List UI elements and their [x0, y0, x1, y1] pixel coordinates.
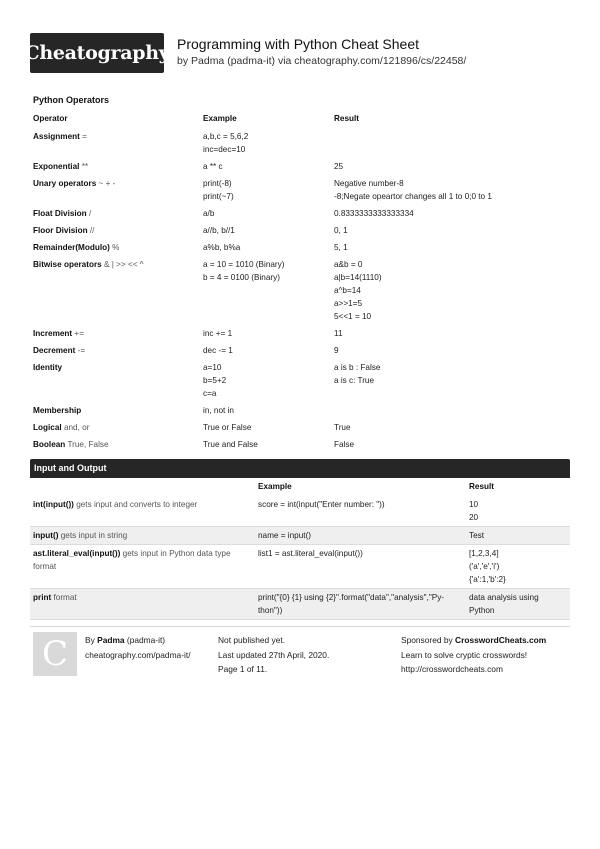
sponsor-url-link[interactable]: http://crosswordcheats.com [401, 664, 503, 674]
cell-line: {'a':1,'b':2} [469, 575, 506, 584]
cell-line: name = input() [258, 531, 312, 540]
operator-name: Exponential [33, 162, 80, 171]
author-avatar[interactable] [33, 632, 77, 676]
cell-line: a|b=14(1110) [334, 273, 382, 282]
operators-col-result: Result [334, 114, 360, 123]
function-name: input() [33, 531, 59, 540]
table-row [30, 527, 570, 545]
operators-col-operator: Operator [33, 114, 68, 123]
table-row [30, 175, 570, 205]
io-col-example: Example [258, 482, 292, 491]
result-cell [331, 205, 570, 222]
cheatography-logo[interactable] [24, 33, 170, 73]
example-cell [200, 205, 331, 222]
operator-symbol: / [88, 209, 92, 218]
operators-header-row [30, 110, 570, 128]
example-cell [200, 359, 331, 402]
operator-cell [30, 175, 200, 205]
function-cell [30, 496, 255, 527]
table-row [30, 342, 570, 359]
operator-cell [30, 158, 200, 175]
example-cell [200, 402, 331, 419]
operator-name: Float Division [33, 209, 87, 218]
page-header [24, 33, 570, 79]
operator-symbol: -= [77, 346, 86, 355]
avatar-letter: C [41, 634, 68, 674]
function-desc: gets input in Python data type format [33, 549, 231, 571]
sponsor-line [401, 633, 546, 648]
io-body [30, 496, 570, 620]
cell-line: a^b=14 [334, 286, 361, 295]
page-title: Programming with Python Cheat Sheet [177, 36, 420, 52]
operator-cell [30, 419, 200, 436]
function-cell [30, 527, 255, 545]
operator-name: Identity [33, 363, 63, 372]
result-cell [331, 239, 570, 256]
operator-symbol: += [74, 329, 84, 338]
operator-symbol: // [89, 226, 95, 235]
example-cell [200, 342, 331, 359]
sponsor-name[interactable]: CrosswordCheats.com [455, 635, 547, 645]
table-row [30, 402, 570, 419]
author-prefix: By [85, 635, 95, 645]
cell-line: Negative number-8 [334, 179, 404, 188]
operator-name: Floor Division [33, 226, 88, 235]
cell-line: False [334, 440, 355, 449]
cell-line: inc=dec=10 [203, 145, 246, 154]
example-cell [255, 589, 466, 620]
operators-table [30, 110, 570, 453]
function-name: int(input()) [33, 500, 74, 509]
result-cell [331, 158, 570, 175]
io-table [30, 478, 570, 620]
cell-line: a = 10 = 1010 (Binary) [203, 260, 285, 269]
result-cell [331, 402, 570, 419]
operator-cell [30, 402, 200, 419]
author-line [85, 633, 191, 648]
cell-line: c=a [203, 389, 217, 398]
page-subtitle[interactable]: by Padma (padma-it) via cheatography.com/121896/cs/22458/ [177, 55, 467, 67]
operator-name: Unary operators [33, 179, 97, 188]
result-cell [466, 589, 570, 620]
function-name: ast.literal_eval(input()) [33, 549, 121, 558]
table-row [30, 496, 570, 527]
function-desc: gets input and converts to integer [76, 500, 198, 509]
function-name: print [33, 593, 52, 602]
result-cell [331, 325, 570, 342]
io-title: Input and Output [30, 459, 570, 478]
operator-cell [30, 325, 200, 342]
cell-line: dec -= 1 [203, 346, 233, 355]
operator-name: Boolean [33, 440, 66, 449]
function-desc: format [53, 593, 77, 602]
cell-line: data analysis using [469, 593, 539, 602]
operator-name: Bitwise operators [33, 260, 102, 269]
cell-line: 0, 1 [334, 226, 348, 235]
operator-symbol: ** [81, 162, 89, 171]
function-cell [30, 545, 255, 589]
cell-line: Python [469, 606, 495, 615]
io-col-result: Result [469, 482, 495, 491]
example-cell [200, 325, 331, 342]
cell-line: 20 [469, 513, 479, 522]
operator-cell [30, 222, 200, 239]
operator-symbol: and, or [63, 423, 90, 432]
cell-line: a&b = 0 [334, 260, 363, 269]
page-number: Page 1 of 11. [218, 664, 268, 674]
cell-line: [1,2,3,4] [469, 549, 499, 558]
operator-symbol: % [112, 243, 120, 252]
cell-line: print("{0} {1} using {2}".format("data","analysis","Py- [258, 593, 445, 602]
table-row [30, 222, 570, 239]
table-row [30, 239, 570, 256]
table-row [30, 128, 570, 158]
table-row [30, 205, 570, 222]
result-cell [466, 496, 570, 527]
table-row [30, 436, 570, 453]
cell-line: 5, 1 [334, 243, 348, 252]
operator-symbol: ~ + - [98, 179, 116, 188]
cell-line: thon")) [258, 606, 283, 615]
operator-cell [30, 239, 200, 256]
cell-line: 9 [334, 346, 339, 355]
example-cell [200, 436, 331, 453]
example-cell [200, 419, 331, 436]
io-section [30, 459, 570, 620]
operator-cell [30, 128, 200, 158]
operators-title: Python Operators [33, 95, 110, 105]
operator-symbol: = [82, 132, 87, 141]
sponsor-prefix: Sponsored by [401, 635, 453, 645]
author-handle: (padma-it) [126, 635, 166, 645]
result-cell [331, 342, 570, 359]
cell-line: b = 4 = 0100 (Binary) [203, 273, 280, 282]
cell-line: a is b : False [334, 363, 381, 372]
io-header-row [30, 478, 570, 496]
cell-line: a=10 [203, 363, 222, 372]
cell-line: in, not in [203, 406, 234, 415]
example-cell [200, 239, 331, 256]
cell-line: a is c: True [334, 376, 375, 385]
example-cell [255, 545, 466, 589]
table-row [30, 545, 570, 589]
page-footer [30, 626, 570, 679]
cell-line: b=5+2 [203, 376, 227, 385]
sponsor-tagline: Learn to solve cryptic crosswords! [401, 649, 528, 660]
author-name[interactable]: Padma [97, 635, 125, 645]
table-row [30, 158, 570, 175]
title-block [177, 36, 466, 69]
cell-line: print(~7) [203, 192, 234, 201]
operator-name: Increment [33, 329, 73, 338]
operator-name: Logical [33, 423, 62, 432]
cell-line: -8;Negate opeartor changes all 1 to 0;0 to 1 [334, 192, 492, 201]
cell-line: True and False [203, 440, 258, 449]
operator-name: Decrement [33, 346, 76, 355]
table-row [30, 256, 570, 325]
operator-name: Remainder(Modulo) [33, 243, 110, 252]
example-cell [200, 128, 331, 158]
example-cell [200, 175, 331, 205]
cell-line: True [334, 423, 351, 432]
footer-meta [218, 633, 329, 677]
operators-col-example: Example [203, 114, 237, 123]
result-cell [331, 128, 570, 158]
logo-text: Cheatography [24, 42, 170, 64]
result-cell [331, 175, 570, 205]
cell-line: True or False [203, 423, 252, 432]
operator-cell [30, 359, 200, 402]
table-row [30, 419, 570, 436]
cell-line: a ** c [203, 162, 223, 171]
footer-author [85, 633, 191, 662]
cell-line: a%b, b%a [203, 243, 241, 252]
cell-line: score = int(input("Enter number: ")) [258, 500, 385, 509]
example-cell [200, 256, 331, 325]
last-updated: Last updated 27th April, 2020. [218, 649, 330, 660]
operators-section [30, 90, 570, 453]
cell-line: 11 [334, 329, 343, 338]
table-row [30, 589, 570, 620]
cell-line: Test [469, 531, 485, 540]
operator-cell [30, 256, 200, 325]
cell-line: print(-8) [203, 179, 232, 188]
result-cell [466, 527, 570, 545]
result-cell [466, 545, 570, 589]
result-cell [331, 359, 570, 402]
cell-line: 0.8333333333333334 [334, 209, 414, 218]
cell-line: ('a','e','i') [469, 562, 500, 571]
published-status: Not published yet. [218, 635, 286, 645]
cell-line: list1 = ast.literal_eval(input()) [258, 549, 363, 558]
operator-cell [30, 342, 200, 359]
example-cell [255, 527, 466, 545]
cell-line: 25 [334, 162, 344, 171]
operator-cell [30, 436, 200, 453]
io-col-blank [30, 478, 255, 496]
cell-line: 10 [469, 500, 479, 509]
cell-line: a//b, b//1 [203, 226, 235, 235]
operator-symbol: True, False [67, 440, 109, 449]
operator-symbol: & | >> << ^ [103, 260, 144, 269]
example-cell [255, 496, 466, 527]
result-cell [331, 256, 570, 325]
cell-line: a,b,c = 5,6,2 [203, 132, 249, 141]
cell-line: inc += 1 [203, 329, 233, 338]
cell-line: 5<<1 = 10 [334, 312, 372, 321]
result-cell [331, 436, 570, 453]
footer-sponsor [401, 633, 546, 677]
result-cell [331, 222, 570, 239]
table-row [30, 359, 570, 402]
operator-name: Assignment [33, 132, 80, 141]
function-cell [30, 589, 255, 620]
function-desc: gets input in string [60, 531, 128, 540]
cell-line: a>>1=5 [334, 299, 363, 308]
author-url-link[interactable]: cheatography.com/padma-it/ [85, 649, 191, 660]
cell-line: a/b [203, 209, 215, 218]
example-cell [200, 158, 331, 175]
operator-cell [30, 205, 200, 222]
example-cell [200, 222, 331, 239]
operators-body [30, 128, 570, 453]
table-row [30, 325, 570, 342]
operator-name: Membership [33, 406, 82, 415]
result-cell [331, 419, 570, 436]
